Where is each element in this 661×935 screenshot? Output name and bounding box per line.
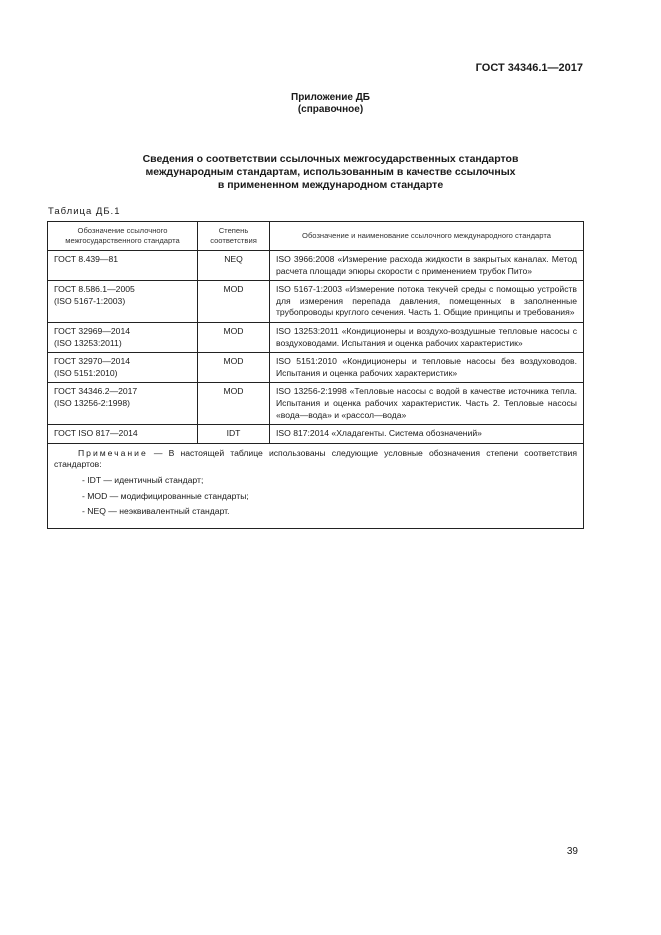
annex-caption-line-3: в примененном международном стандарте: [217, 179, 444, 191]
gost-cell: [48, 353, 198, 383]
table-row: [48, 383, 584, 425]
gost-cell: [48, 322, 198, 352]
note-list-item: - NEQ — неэквивалентный стандарт.: [82, 506, 230, 517]
gost-cell: [48, 251, 198, 281]
annex-caption-line-1: Сведения о соответствии ссылочных межгосударственных стандартов: [142, 153, 519, 165]
degree-cell: MOD: [198, 322, 270, 352]
gost-iso-equivalent: (ISO 5167-1:2003): [54, 295, 126, 306]
annex-caption: [60, 153, 601, 192]
note-list-item: - IDT — идентичный стандарт;: [82, 474, 204, 485]
note-list-item: - MOD — модифицированные стандарты;: [82, 490, 249, 501]
table-caption: Таблица ДБ.1: [48, 206, 121, 217]
intl-standard-cell: ISO 13256-2:1998 «Тепловые насосы с водой в качестве источника тепла. Испытания и оценка рабочих характеристик. Часть 2. Тепловые насосы «вода—вода» и «рассол—вода»: [270, 383, 584, 425]
gost-designation: ГОСТ ISO 817—2014: [54, 428, 138, 439]
gost-cell: [48, 383, 198, 425]
correspondence-table: [47, 221, 584, 529]
intl-standard-cell: ISO 3966:2008 «Измерение расхода жидкости в закрытых каналах. Метод расчета площади эпюры скорости с применением трубок Пито»: [270, 251, 584, 281]
gost-designation: ГОСТ 32970—2014: [54, 356, 131, 367]
table-row: [48, 281, 584, 323]
table-note: [48, 443, 584, 528]
annex-caption-line-2: международным стандартам, использованным в качестве ссылочных: [145, 166, 516, 178]
column-header-degree: Степень соответствия: [198, 222, 270, 251]
gost-iso-equivalent: (ISO 5151:2010): [54, 367, 118, 378]
annex-title: Приложение ДБ: [291, 92, 370, 103]
gost-cell: [48, 425, 198, 444]
degree-cell: MOD: [198, 383, 270, 425]
intl-standard-cell: ISO 5167-1:2003 «Измерение потока текучей среды с помощью устройств для измерения перепада давления, помещенных в заполненные трубопроводы круглого сечения. Часть 1. Общие принципы и требования»: [270, 281, 584, 323]
gost-designation: ГОСТ 8.586.1—2005: [54, 284, 135, 295]
note-label: Примечание: [78, 447, 148, 458]
annex-heading: [0, 92, 661, 116]
note-text: — В настоящей таблице использованы следующие условные обозначения степени соответствия стандартов:: [54, 447, 577, 470]
table-row: [48, 251, 584, 281]
table-row: [48, 353, 584, 383]
gost-designation: ГОСТ 8.439—81: [54, 254, 119, 264]
table-header-row: [48, 222, 584, 251]
gost-iso-equivalent: (ISO 13256-2:1998): [54, 397, 130, 408]
note-list: [54, 475, 577, 518]
table-row: [48, 322, 584, 352]
intl-standard-cell: ISO 13253:2011 «Кондиционеры и воздухо-воздушные тепловые насосы с воздуховодами. Испытания и оценка рабочих характеристик»: [270, 322, 584, 352]
column-header-international: Обозначение и наименование ссылочного международного стандарта: [270, 222, 584, 251]
degree-cell: MOD: [198, 353, 270, 383]
table-row: [48, 425, 584, 444]
gost-designation: ГОСТ 34346.2—2017: [54, 386, 138, 397]
annex-status: (справочное): [297, 104, 364, 115]
gost-cell: [48, 281, 198, 323]
document-designation: ГОСТ 34346.1—2017: [475, 62, 583, 74]
gost-iso-equivalent: (ISO 13253:2011): [54, 337, 122, 348]
note-lead: [54, 448, 577, 471]
column-header-gost: Обозначение ссылочного межгосударственного стандарта: [48, 222, 198, 251]
table-note-row: [48, 443, 584, 528]
intl-standard-cell: ISO 5151:2010 «Кондиционеры и тепловые насосы без воздуховодов. Испытания и оценка рабочих характеристик»: [270, 353, 584, 383]
intl-standard-cell: ISO 817:2014 «Хладагенты. Система обозначений»: [270, 425, 584, 444]
gost-designation: ГОСТ 32969—2014: [54, 325, 131, 336]
degree-cell: IDT: [198, 425, 270, 444]
degree-cell: NEQ: [198, 251, 270, 281]
degree-cell: MOD: [198, 281, 270, 323]
page-number: 39: [566, 846, 578, 857]
